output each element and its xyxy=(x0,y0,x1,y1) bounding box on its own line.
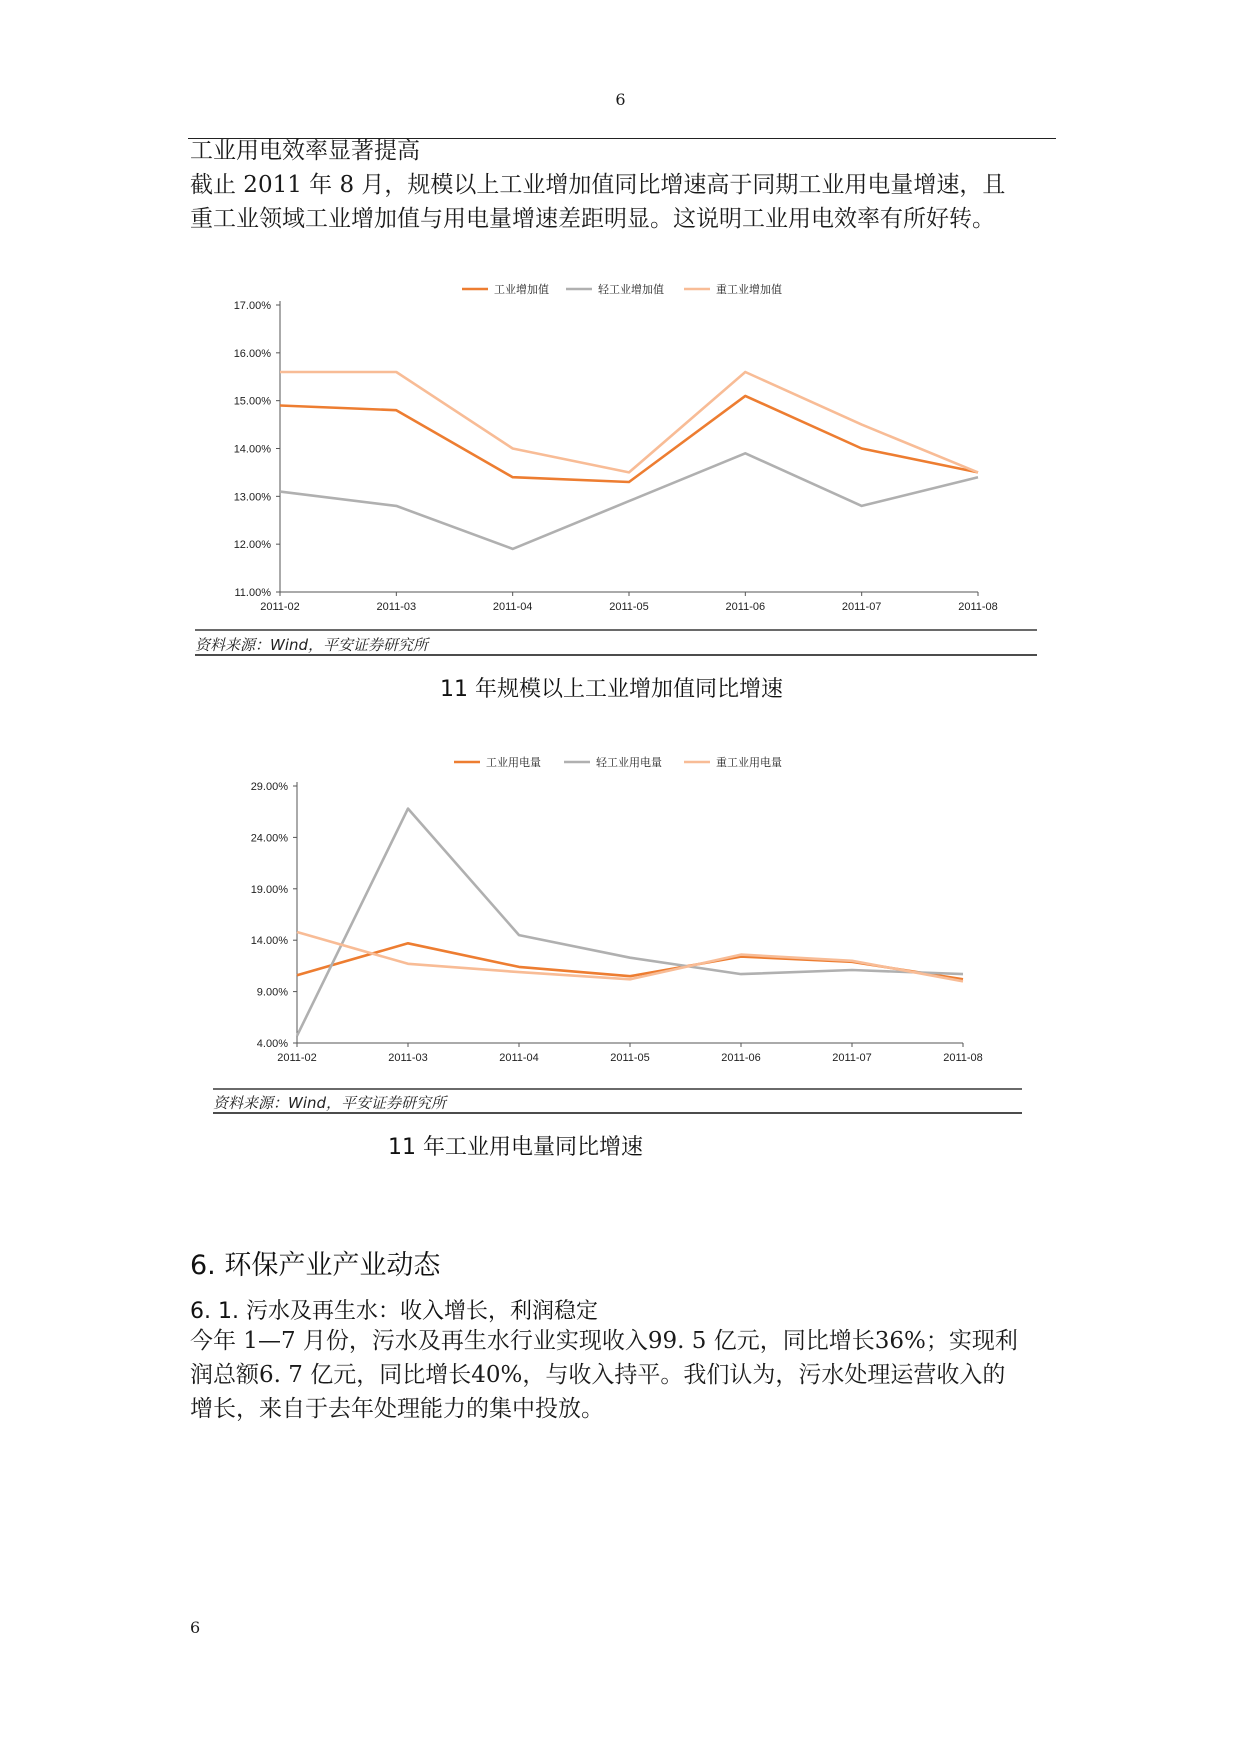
y-tick-label: 17.00% xyxy=(233,300,271,312)
x-tick-label: 2011-07 xyxy=(832,1052,872,1064)
legend-label: 重工业增加值 xyxy=(716,284,782,296)
body-line: 增长，来自于去年处理能力的集中投放。 xyxy=(190,1396,604,1422)
chart1-caption: 11 年规模以上工业增加值同比增速 xyxy=(440,677,783,702)
y-tick-label: 14.00% xyxy=(250,935,288,948)
x-tick-label: 2011-05 xyxy=(609,601,649,613)
legend-label: 轻工业增加值 xyxy=(598,284,664,296)
y-tick-label: 15.00% xyxy=(233,395,271,408)
intro-title: 工业用电效率显著提高 xyxy=(190,138,420,164)
footer-page-number: 6 xyxy=(190,1618,201,1637)
y-tick-label: 29.00% xyxy=(250,781,288,793)
intro-line: 截止 2011 年 8 月，规模以上工业增加值同比增速高于同期工业用电量增速，且 xyxy=(190,172,1006,198)
chart2-source: 资料来源：Wind，平安证券研究所 xyxy=(213,1094,447,1112)
x-tick-label: 2011-06 xyxy=(721,1052,761,1064)
legend-label: 轻工业用电量 xyxy=(596,757,662,769)
body-line: 今年 1—7 月份，污水及再生水行业实现收入99. 5 亿元，同比增长36%；实现利 xyxy=(190,1328,1018,1354)
section6-subheading: 6. 1. 污水及再生水：收入增长，利润稳定 xyxy=(190,1299,598,1324)
legend-label: 工业增加值 xyxy=(494,284,549,296)
chart2-caption: 11 年工业用电量同比增速 xyxy=(388,1135,643,1160)
legend-label: 工业用电量 xyxy=(486,757,541,769)
x-tick-label: 2011-02 xyxy=(277,1052,317,1064)
y-tick-label: 12.00% xyxy=(233,539,271,552)
x-tick-label: 2011-03 xyxy=(388,1052,428,1064)
x-tick-label: 2011-02 xyxy=(260,601,300,613)
body-line: 润总额6. 7 亿元，同比增长40%，与收入持平。我们认为，污水处理运营收入的 xyxy=(190,1362,1006,1388)
y-tick-label: 9.00% xyxy=(256,986,288,999)
y-tick-label: 16.00% xyxy=(233,347,271,360)
x-tick-label: 2011-08 xyxy=(958,601,998,613)
y-tick-label: 4.00% xyxy=(256,1038,288,1050)
x-tick-label: 2011-04 xyxy=(499,1052,539,1064)
y-tick-label: 24.00% xyxy=(250,832,288,845)
legend-label: 重工业用电量 xyxy=(716,757,782,769)
x-tick-label: 2011-05 xyxy=(610,1052,650,1064)
section6-body xyxy=(190,1324,1060,1426)
y-tick-label: 13.00% xyxy=(233,491,271,504)
y-tick-label: 11.00% xyxy=(234,587,271,599)
x-tick-label: 2011-06 xyxy=(725,601,766,613)
x-tick-label: 2011-03 xyxy=(376,601,417,613)
section6-heading: 6. 环保产业产业动态 xyxy=(190,1250,441,1281)
intro-line: 重工业领域工业增加值与用电量增速差距明显。这说明工业用电效率有所好转。 xyxy=(190,206,995,232)
series-line xyxy=(297,809,963,1036)
y-tick-label: 19.00% xyxy=(250,883,288,896)
y-tick-label: 14.00% xyxy=(233,443,271,456)
x-tick-label: 2011-08 xyxy=(943,1052,983,1064)
header-page-number: 6 xyxy=(615,90,626,109)
x-tick-label: 2011-07 xyxy=(841,601,882,613)
x-tick-label: 2011-04 xyxy=(492,601,533,613)
chart1-source: 资料来源：Wind，平安证券研究所 xyxy=(195,636,429,654)
